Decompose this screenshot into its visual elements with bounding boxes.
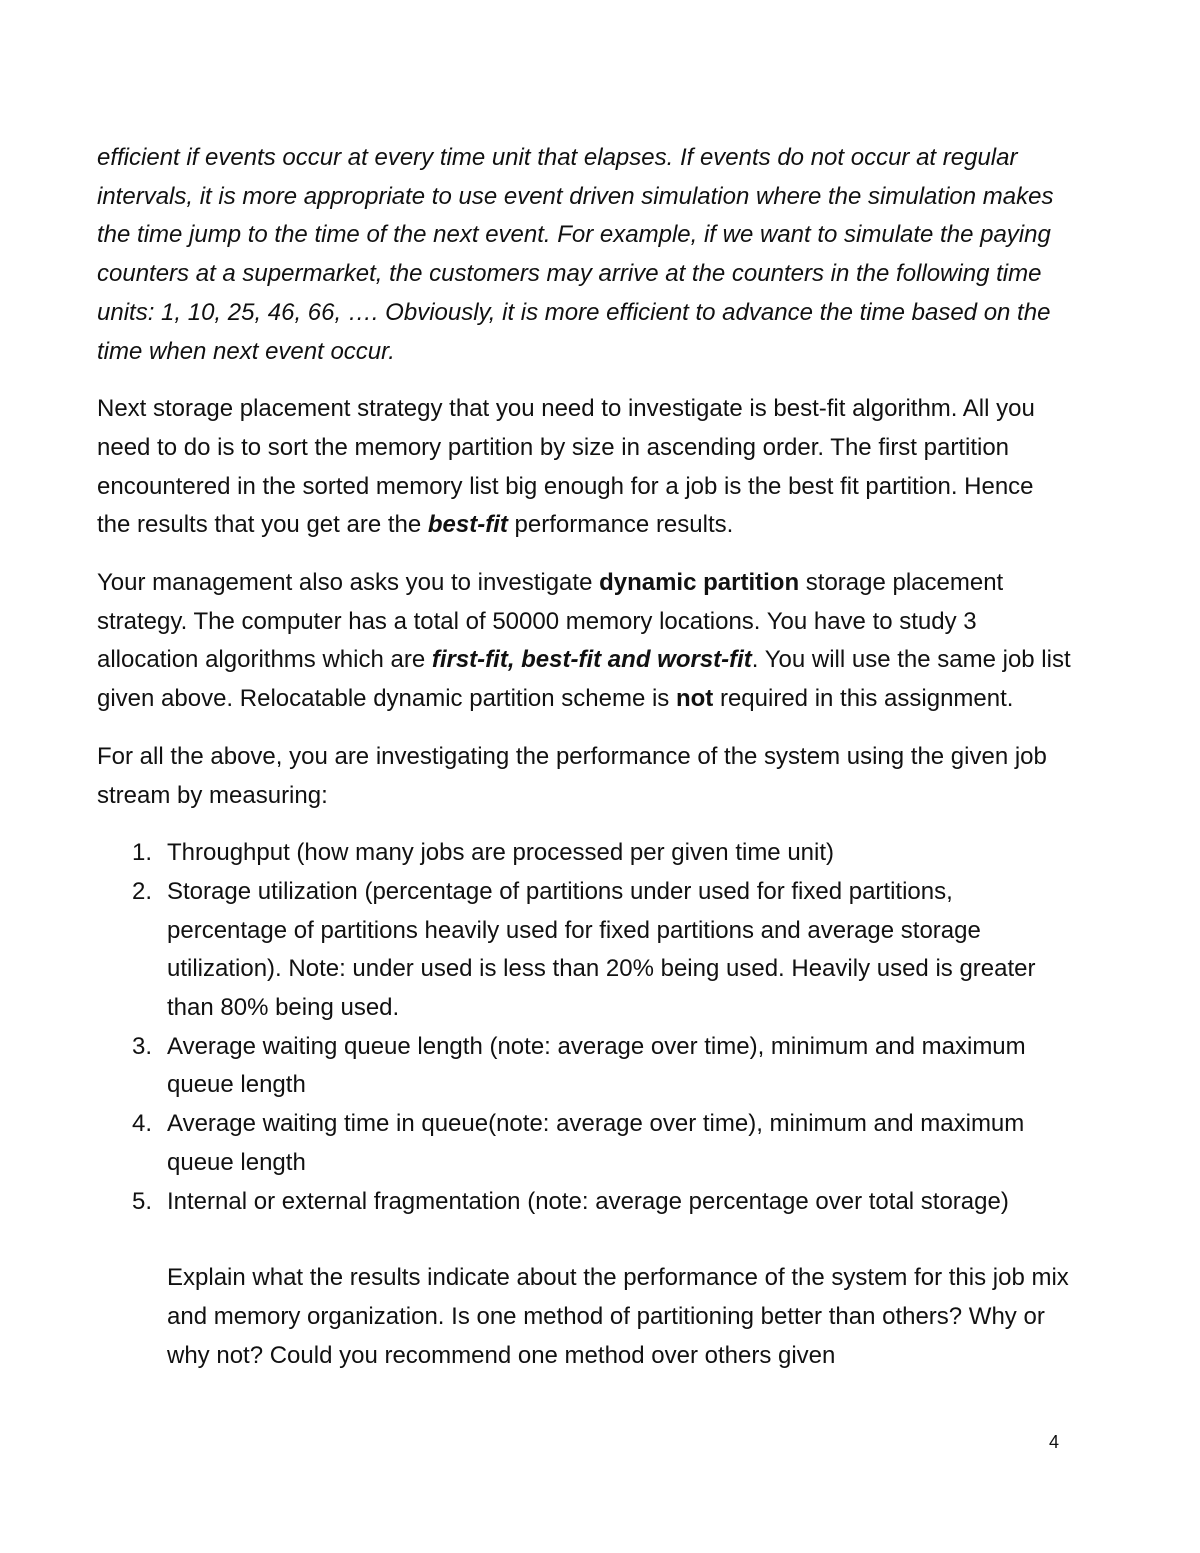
list-item: [97, 834, 1072, 873]
best-fit-paragraph-end: performance results.: [507, 511, 734, 539]
list-item-text: Average waiting queue length (note: average over time), minimum and maximum queue length: [167, 1032, 1026, 1099]
best-fit-emphasis: best-fit: [427, 511, 508, 539]
measurements-list: [97, 834, 1072, 1221]
best-fit-paragraph: [97, 390, 1072, 545]
best-fit-paragraph-text: Next storage placement strategy that you need to investigate is best-fit algorithm. All you need to do is to sort the memory partition by size in ascending order. The first partition encountered in the sorted memory list big enough for a job is the best fit partition. Hence the results that you get are the: [97, 395, 1035, 539]
closing-paragraph-text: Explain what the results indicate about the performance of the system for this job mix and memory organization. Is one method of partitioning better than others? Why or why not? Could you recommend one method over others given: [167, 1264, 1069, 1369]
list-item-number: 1.: [132, 839, 153, 867]
list-item-text: Throughput (how many jobs are processed per given time unit): [167, 839, 835, 867]
dynamic-partition-text-1: Your management also asks you to investigate: [97, 569, 600, 597]
page-number: 4: [1048, 1432, 1059, 1452]
document-page: [97, 139, 1072, 1399]
list-item-text: Storage utilization (percentage of partitions under used for fixed partitions, percentage of partitions heavily used for fixed partitions and average storage utilization). Note: under used is less than 20% being used. Heavily used is greater than 80% being used.: [167, 877, 1036, 1022]
list-item-text: Average waiting time in queue(note: average over time), minimum and maximum queue length: [167, 1110, 1025, 1176]
dynamic-partition-text-3: . You will use the same job list given above. Relocatable dynamic partition scheme is: [97, 646, 1071, 713]
measuring-intro-paragraph: [97, 738, 1072, 815]
list-item: [97, 1028, 1072, 1105]
dynamic-partition-text-2: storage placement strategy. The computer has a total of 50000 memory locations. You have to study 3 allocation algorithms which are: [97, 569, 1004, 674]
list-item-number: 2.: [132, 877, 153, 905]
list-item: [97, 1183, 1072, 1222]
list-item-number: 5.: [132, 1187, 153, 1215]
dynamic-partition-bold: dynamic partition: [599, 569, 800, 597]
list-item: [97, 1105, 1072, 1182]
simulation-paragraph: [97, 139, 1072, 371]
dynamic-partition-text-4: required in this assignment.: [713, 685, 1014, 713]
closing-paragraph: [97, 1259, 1072, 1375]
algorithms-emphasis: first-fit, best-fit and worst-fit: [431, 646, 752, 674]
simulation-paragraph-text: efficient if events occur at every time unit that elapses. If events do not occur at regular intervals, it is more appropriate to use event driven simulation where the simulation makes the time jump to the time of the next event. For example, if we want to simulate the paying counters at a supermarket, the customers may arrive at the counters in the following time units: 1, 10, 25, 46, 66, …. Obviously, it is more efficient to advance the time based on the time when next event occur.: [97, 144, 1054, 365]
list-item-text: Internal or external fragmentation (note: average percentage over total storage): [167, 1187, 1009, 1215]
measuring-intro-text: For all the above, you are investigating the performance of the system using the given job stream by measuring:: [97, 742, 1047, 809]
list-item-number: 4.: [132, 1110, 153, 1138]
list-item: [97, 873, 1072, 1028]
list-item-number: 3.: [132, 1032, 153, 1060]
dynamic-partition-paragraph: [97, 564, 1072, 719]
not-bold: not: [675, 685, 714, 713]
